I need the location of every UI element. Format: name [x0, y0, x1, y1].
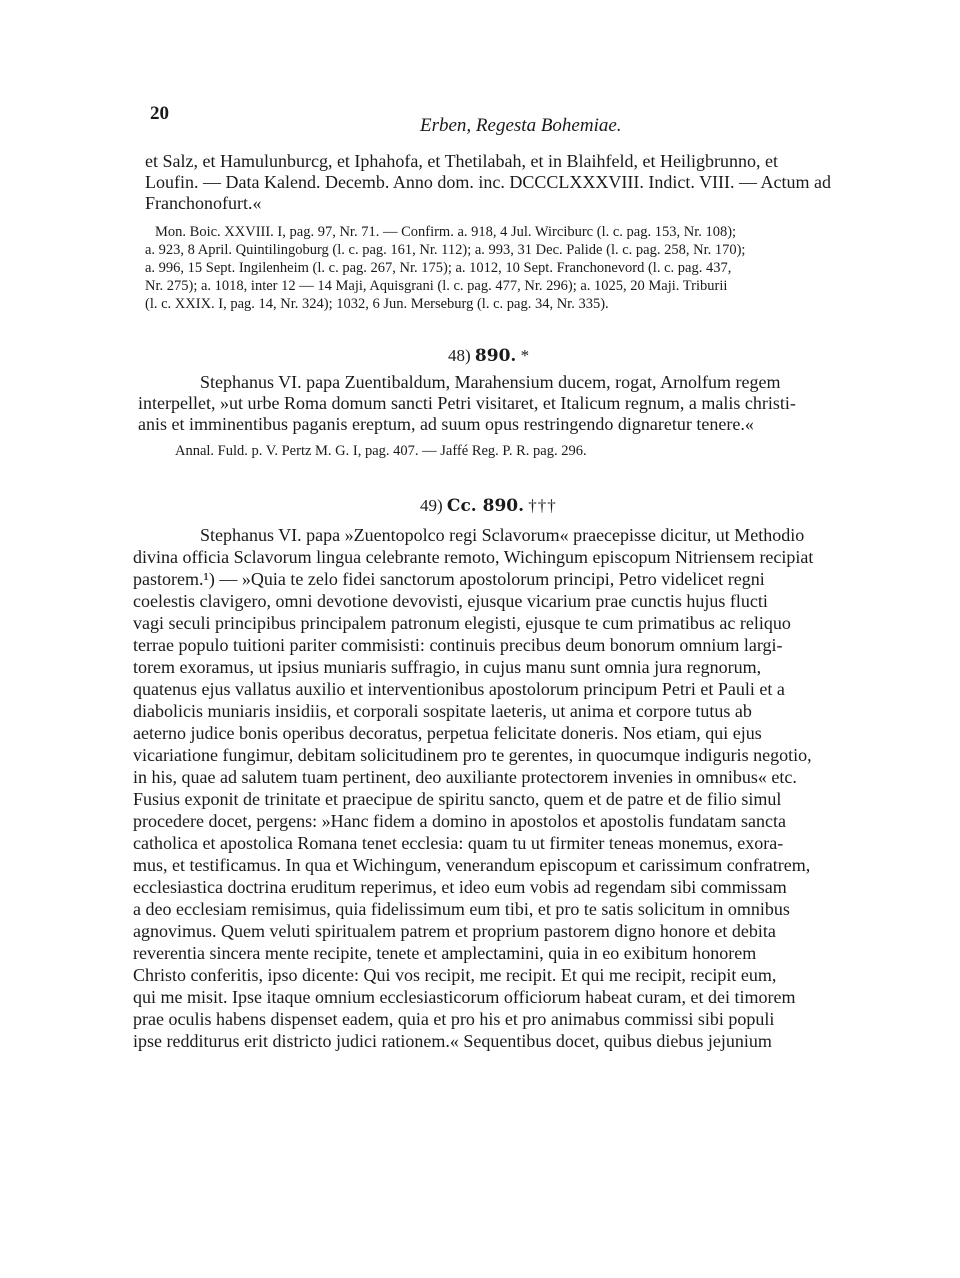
running-title: Erben, Regesta Bohemiae.: [420, 115, 622, 136]
text-line: coelestis clavigero, omni devotione devovisti, ejusque vicarium prae cunctis hujus flucti: [133, 591, 768, 611]
text-line: reverentia sincera mente recipite, tenete et amplectamini, quia in eo exibitum honorem: [133, 943, 757, 963]
entry-mark: *: [520, 346, 531, 365]
text-line: quatenus ejus vallatus auxilio et interventionibus apostolorum principum Petri et Pauli et a: [133, 679, 785, 699]
text-line: Loufin. — Data Kalend. Decemb. Anno dom. inc. DCCCLXXXVIII. Indict. VIII. — Actum ad: [145, 172, 832, 192]
entry-year: 890.: [474, 346, 517, 366]
text-line: Franchonofurt.«: [145, 193, 262, 213]
text-line: ecclesiastica doctrina eruditum reperimus, et ideo eum vobis ad regendam sibi commissam: [133, 877, 787, 897]
text-line: procedere docet, pergens: »Hanc fidem a domino in apostolos et apostolis fundatam sancta: [133, 811, 786, 831]
note-line: a. 996, 15 Sept. Ingilenheim (l. c. pag. 267, Nr. 175); a. 1012, 10 Sept. Franchonevord (l. c. pag. 437,: [145, 260, 732, 276]
text-line: interpellet, »ut urbe Roma domum sancti Petri visitaret, et Italicum regnum, a malis christi-: [138, 393, 796, 413]
text-line: ipse redditurus erit districto judici rationem.« Sequentibus docet, quibus diebus jejunium: [133, 1031, 772, 1051]
text-line: Stephanus VI. papa Zuentibaldum, Marahensium ducem, rogat, Arnolfum regem: [200, 372, 781, 392]
text-line: prae oculis habens dispenset eadem, quia et pro his et pro animabus commissi sibi populi: [133, 1009, 775, 1029]
note-line: (l. c. XXIX. I, pag. 14, Nr. 324); 1032, 6 Jun. Merseburg (l. c. pag. 34, Nr. 335).: [145, 296, 609, 312]
entry-number: 48): [448, 346, 471, 365]
text-line: mus, et testificamus. In qua et Wichingum, venerandum episcopum et carissimum confratrem,: [133, 855, 811, 875]
note-line: Mon. Boic. XXVIII. I, pag. 97, Nr. 71. — Confirm. a. 918, 4 Jul. Wirciburc (l. c. pag. 153, Nr. 108);: [155, 224, 737, 240]
text-line: aeterno judice bonis operibus decoratus, perpetua felicitate doneris. Nos etiam, qui ejus: [133, 723, 762, 743]
text-line: anis et imminentibus paganis ereptum, ad suum opus restringendo dignaretur tenere.«: [138, 414, 754, 434]
text-line: Fusius exponit de trinitate et praecipue de spiritu sancto, quem et de patre et de filio simul: [133, 789, 782, 809]
entry-number: 49): [420, 496, 443, 515]
text-line: Stephanus VI. papa »Zuentopolco regi Sclavorum« praecepisse dicitur, ut Methodio: [200, 525, 805, 545]
text-line: agnovimus. Quem veluti spiritualem patrem et proprium pastorem digno honore et debita: [133, 921, 776, 941]
text-line: catholica et apostolica Romana tenet ecclesia: quam tu ut firmiter teneas monemus, exora-: [133, 833, 784, 853]
text-line: et Salz, et Hamulunburcg, et Iphahofa, et Thetilabah, et in Blaihfeld, et Heiligbrunno, et: [145, 151, 778, 171]
entry-heading: [448, 346, 530, 366]
note-line: Nr. 275); a. 1018, inter 12 — 14 Maji, Aquisgrani (l. c. pag. 477, Nr. 296); a. 1025, 20 Maji. Triburii: [145, 278, 728, 294]
text-line: qui me misit. Ipse itaque omnium ecclesiasticorum officiorum habeat curam, et dei timorem: [133, 987, 796, 1007]
text-line: vagi seculi principibus principalem patronum elegisti, ejusque te cum primatibus ac reliquo: [133, 613, 791, 633]
text-line: terrae populo tuitioni pariter commisisti: continuis precibus deum bonorum omnium largi-: [133, 635, 783, 655]
text-line: diabolicis muniaris insidiis, et corporali sospitate laeteris, ut anima et corpore tutus ab: [133, 701, 752, 721]
text-line: Christo conferitis, ipso dicente: Qui vos recipit, me recipit. Et qui me recipit, recipit eum,: [133, 965, 777, 985]
entry-source-note: Annal. Fuld. p. V. Pertz M. G. I, pag. 407. — Jaffé Reg. P. R. pag. 296.: [175, 443, 587, 459]
text-line: pastorem.¹) — »Quia te zelo fidei sanctorum apostolorum principi, Petro videlicet regni: [133, 569, 765, 589]
page-number: 20: [150, 103, 169, 124]
text-line: vicariatione fungimur, debitam solicitudinem pro te gerentes, in quocumque indiguris negotio,: [133, 745, 812, 765]
text-line: a deo ecclesiam remisimus, quia fidelissimum eum tibi, et pro te satis solicitum in omnibus: [133, 899, 790, 919]
entry-year: Cc. 890.: [446, 496, 525, 516]
text-line: torem exoramus, ut ipsius muniaris suffragio, in cujus manu sunt omnia jura regnorum,: [133, 657, 762, 677]
entry-mark: †††: [528, 496, 557, 515]
page-header: [150, 103, 870, 143]
entry-heading: [420, 496, 557, 516]
text-line: in his, quae ad salutem tuam pertinent, deo auxiliante protectorem invenies in omnibus« etc.: [133, 767, 797, 787]
text-line: divina officia Sclavorum lingua celebrante remoto, Wichingum episcopum Nitriensem recipiat: [133, 547, 814, 567]
note-line: a. 923, 8 April. Quintilingoburg (l. c. pag. 161, Nr. 112); a. 993, 31 Dec. Palide (l. c. pag. 258, Nr. 170);: [145, 242, 746, 258]
